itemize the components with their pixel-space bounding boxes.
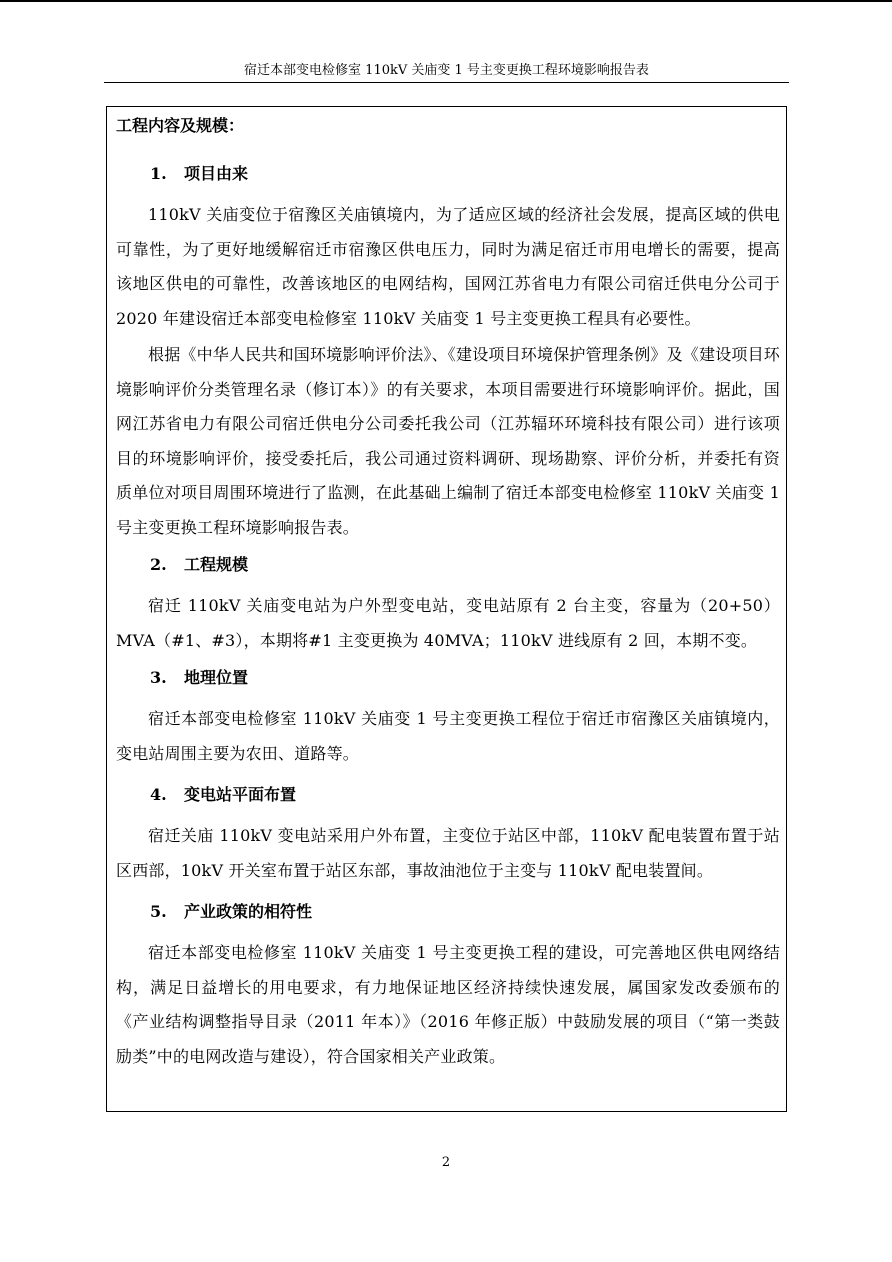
item-number: 4. — [150, 785, 167, 804]
paragraph: 宿迁 110kV 关庙变电站为户外型变电站，变电站原有 2 台主变，容量为（20+50）MVA（#1、#3），本期将#1 主变更换为 40MVA；110kV 进线原有 2 回，本期不变。 — [116, 596, 780, 650]
item-number: 5. — [150, 902, 167, 921]
item-heading — [116, 551, 780, 579]
paragraph: 根据《中华人民共和国环境影响评价法》、《建设项目环境保护管理条例》及《建设项目环境影响评价分类管理名录（修订本）》的有关要求，本项目需要进行环境影响评价。据此，国网江苏省电力有限公司宿迁供电分公司委托我公司（江苏辐环环境科技有限公司）进行该项目的环境影响评价，接受委托后，我公司通过资料调研、现场勘察、评价分析，并委托有资质单位对项目周围环境进行了监测，在此基础上编制了宿迁本部变电检修室 110kV 关庙变 1 号主变更换工程环境影响报告表。 — [116, 345, 781, 537]
item-number: 3. — [150, 668, 167, 687]
item-3 — [116, 664, 780, 771]
item-number: 2. — [150, 555, 167, 574]
item-heading — [116, 160, 780, 188]
paragraph: 宿迁本部变电检修室 110kV 关庙变 1 号主变更换工程的建设，可完善地区供电网络结构，满足日益增长的用电要求，有力地保证地区经济持续快速发展，属国家发改委颁布的《产业结构调整指导目录（2011 年本）》（2016 年修正版）中鼓励发展的项目（“第一类鼓励类”中的电网改造与建设），符合国家相关产业政策。 — [116, 943, 780, 1066]
running-header: 宿迁本部变电检修室 110kV 关庙变 1 号主变更换工程环境影响报告表 — [244, 63, 649, 78]
header-rule — [104, 82, 789, 83]
paragraph: 宿迁关庙 110kV 变电站采用户外布置，主变位于站区中部，110kV 配电装置布置于站区西部，10kV 开关室布置于站区东部，事故油池位于主变与 110kV 配电装置间。 — [116, 826, 780, 880]
item-heading-text: 变电站平面布置 — [184, 785, 297, 804]
item-heading — [116, 898, 780, 926]
item-4 — [116, 781, 780, 888]
paragraph: 110kV 关庙变位于宿豫区关庙镇境内，为了适应区域的经济社会发展，提高区域的供电可靠性，为了更好地缓解宿迁市宿豫区供电压力，同时为满足宿迁市用电增长的需要，提高该地区供电的可靠性，改善该地区的电网结构，国网江苏省电力有限公司宿迁供电分公司于 2020 年建设宿迁本部变电检修室 110kV 关庙变 1 号主变更换工程具有必要性。 — [116, 205, 780, 328]
section-title: 工程内容及规模： — [116, 116, 245, 135]
item-heading — [116, 664, 780, 692]
item-heading — [116, 781, 780, 809]
item-heading-text: 项目由来 — [184, 164, 249, 183]
item-1 — [116, 160, 780, 545]
paragraph: 宿迁本部变电检修室 110kV 关庙变 1 号主变更换工程位于宿迁市宿豫区关庙镇境内，变电站周围主要为农田、道路等。 — [116, 709, 780, 763]
item-number: 1. — [150, 164, 167, 183]
page-number: 2 — [441, 1155, 451, 1170]
item-heading-text: 地理位置 — [184, 668, 249, 687]
content-body — [116, 112, 780, 1074]
item-heading-text: 产业政策的相符性 — [184, 902, 313, 921]
item-5 — [116, 898, 780, 1074]
item-heading-text: 工程规模 — [184, 555, 249, 574]
top-edge-rule — [0, 0, 892, 2]
item-2 — [116, 551, 780, 658]
